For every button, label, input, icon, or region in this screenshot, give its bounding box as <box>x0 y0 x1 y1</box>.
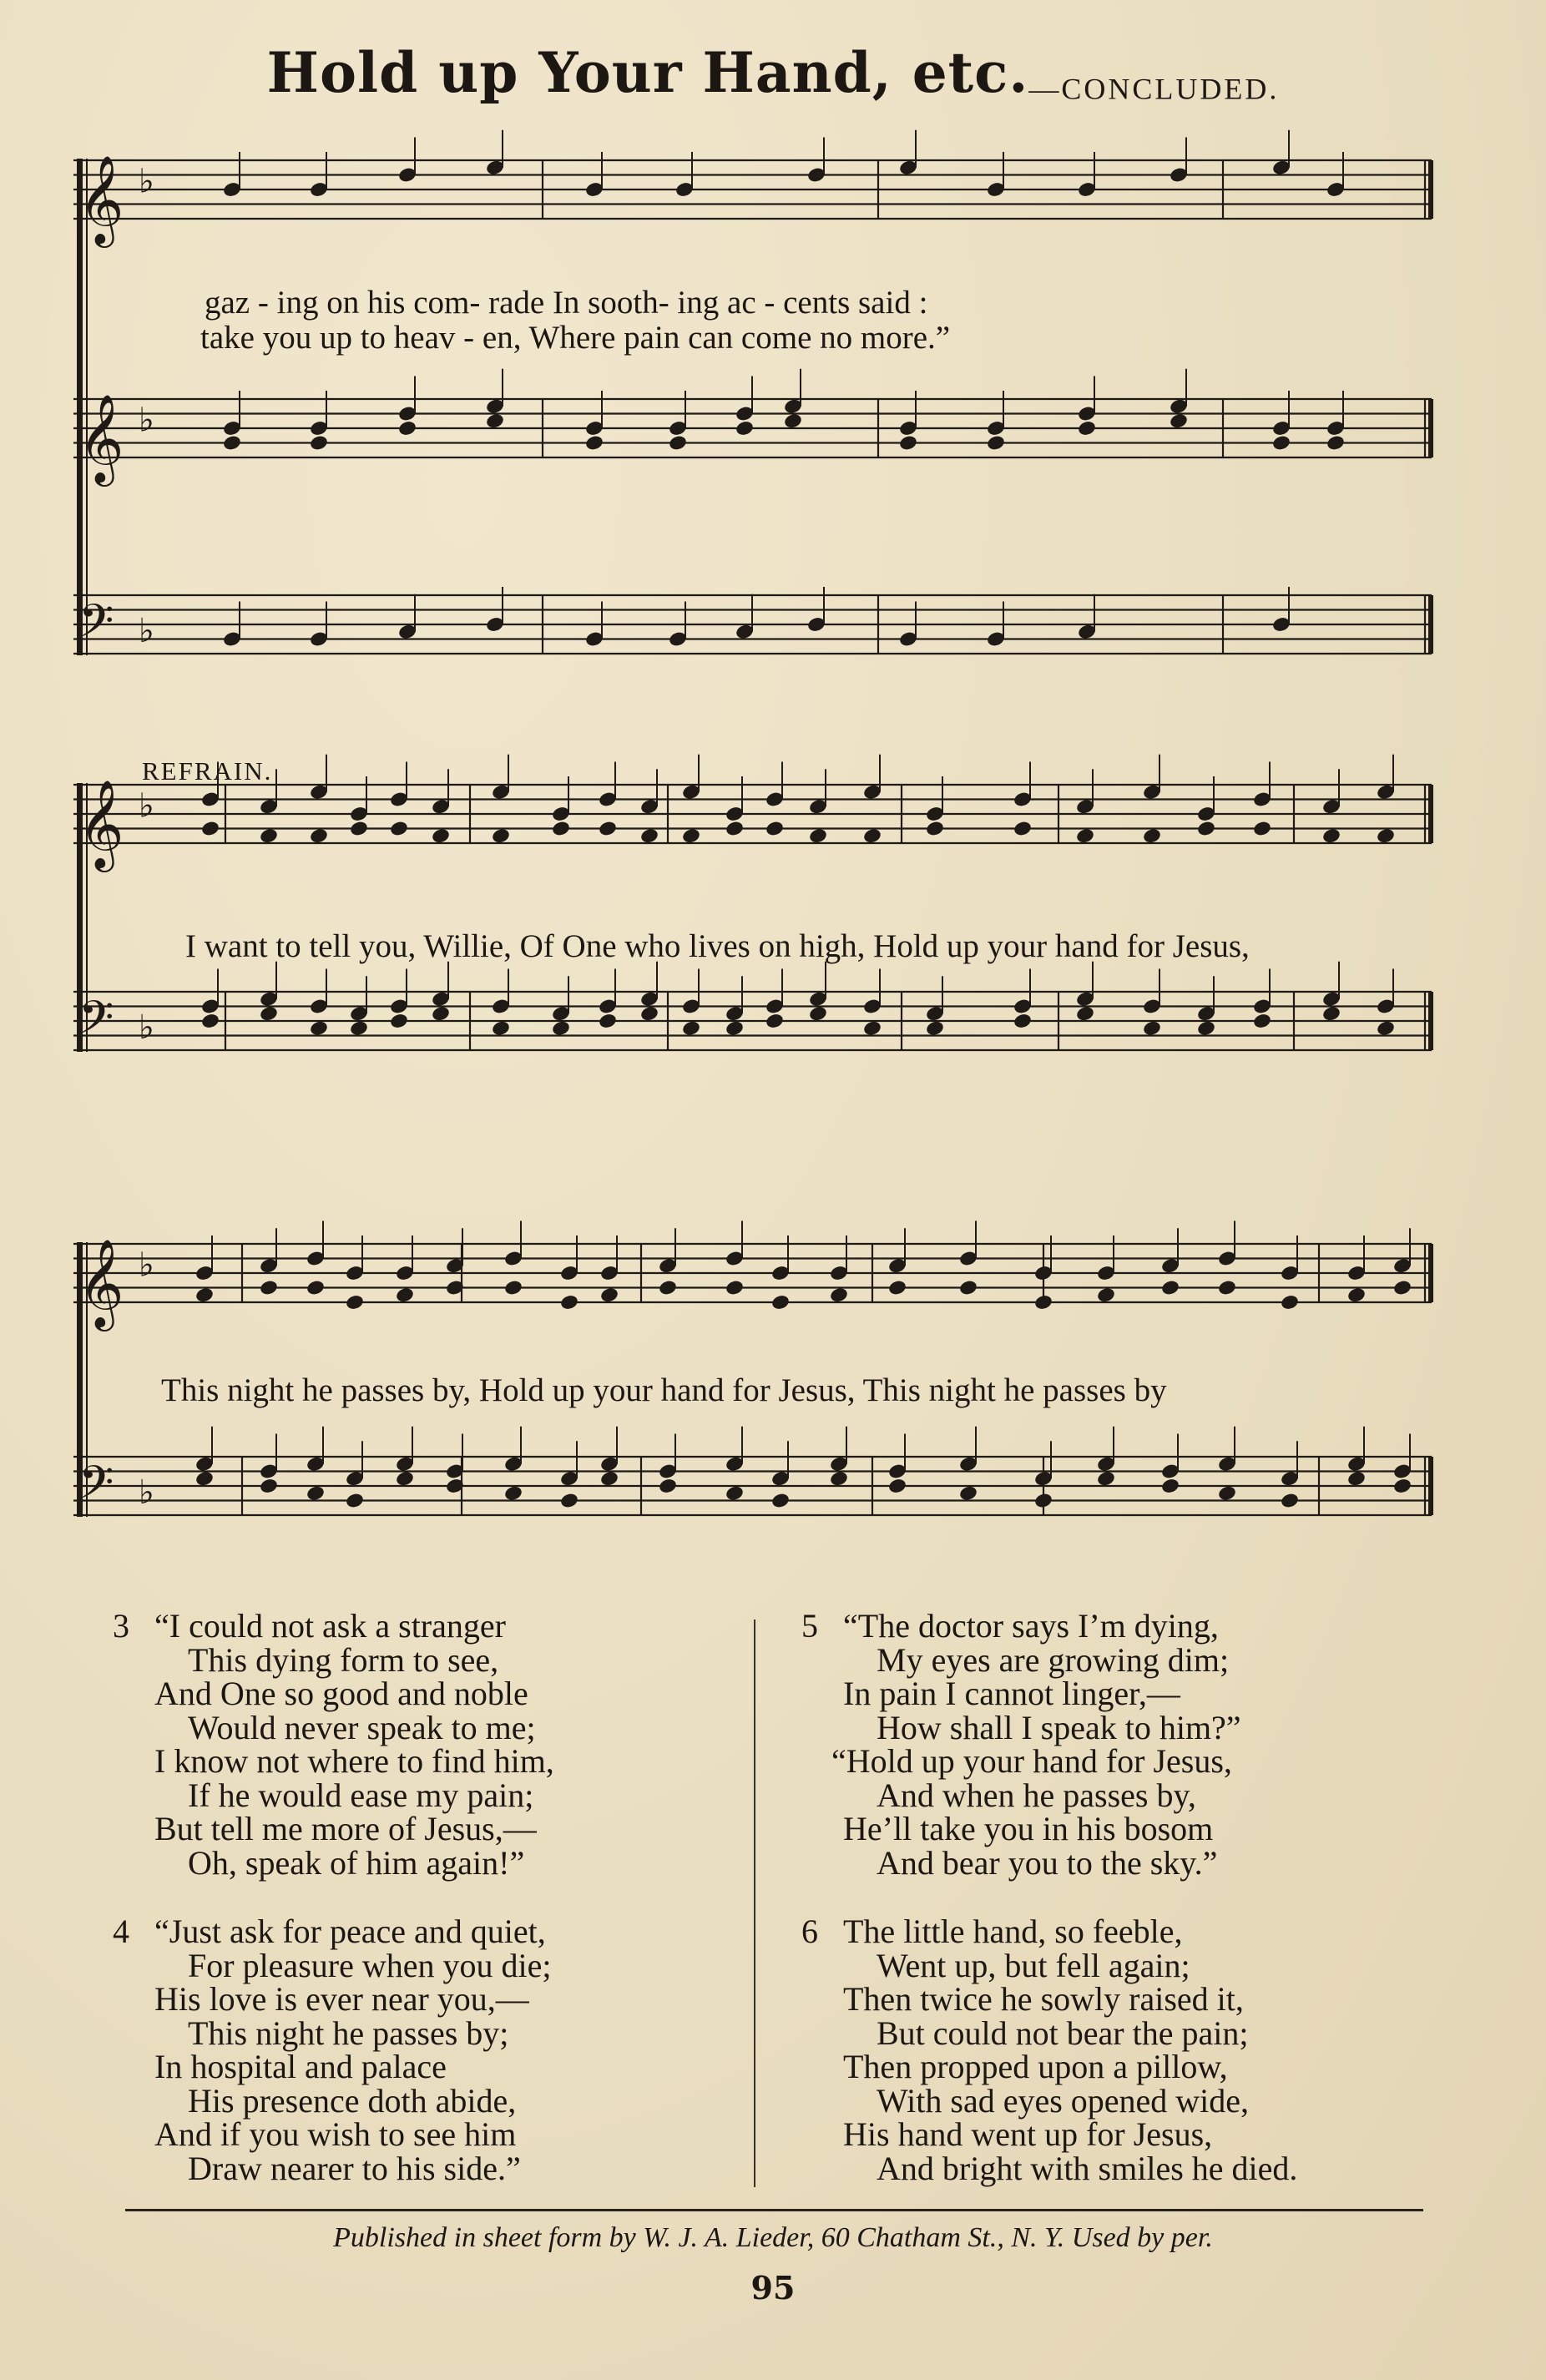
note-head <box>599 1470 619 1488</box>
note-head <box>1346 1470 1367 1488</box>
final-bar <box>1428 595 1433 654</box>
verse-line: I know not where to find him, <box>154 1742 554 1780</box>
note-head <box>958 1279 978 1296</box>
note-head <box>503 1484 523 1502</box>
note-head <box>1077 420 1097 437</box>
note-head <box>658 1279 678 1296</box>
note-head <box>1096 1470 1116 1488</box>
note-head <box>783 412 803 430</box>
verse-line: In pain I cannot linger,— <box>843 1675 1180 1712</box>
verse-line: And when he passes by, <box>877 1776 1196 1814</box>
note-head <box>395 1470 415 1488</box>
verse-5 <box>801 1607 1241 1882</box>
note-head <box>491 827 511 845</box>
verse-line: His presence doth abide, <box>188 2081 517 2120</box>
note-head <box>389 820 409 837</box>
note-head <box>1096 1286 1116 1304</box>
note-head <box>1392 1478 1412 1495</box>
note-head <box>200 820 220 837</box>
verse-line: His love is ever near you,— <box>154 1980 529 2018</box>
note-head <box>306 1484 326 1502</box>
note-head <box>887 1478 907 1495</box>
bass-clef-icon: 𝄢 <box>78 991 114 1055</box>
note-head <box>1280 1492 1300 1509</box>
note-head <box>1160 1478 1180 1495</box>
note-head <box>1217 1279 1237 1296</box>
note-head <box>551 820 571 837</box>
note-head <box>431 1005 451 1023</box>
note-head <box>200 1013 220 1030</box>
note-head <box>584 434 604 452</box>
hymn-title: Hold up Your Hand, etc. <box>266 40 1029 105</box>
verse-line: In hospital and palace <box>154 2048 447 2085</box>
verse-6 <box>801 1913 1298 2187</box>
note-head <box>639 827 659 845</box>
flat-icon: ♭ <box>139 612 154 650</box>
note-head <box>551 1019 571 1037</box>
final-bar <box>1428 399 1433 457</box>
note-head <box>491 1019 511 1037</box>
verse-line: “Just ask for peace and quiet, <box>154 1913 546 1950</box>
note-head <box>1326 434 1346 452</box>
note-head <box>395 1286 415 1304</box>
note-head <box>1280 1294 1300 1311</box>
page-number: 95 <box>750 2269 796 2307</box>
note-head <box>1217 1484 1237 1502</box>
verse-line: His hand went up for Jesus, <box>843 2115 1213 2153</box>
verse-line: And One so good and noble <box>154 1675 528 1712</box>
note-head <box>862 1019 882 1037</box>
note-head <box>1142 827 1162 845</box>
note-head <box>598 820 618 837</box>
note-head <box>259 1279 279 1296</box>
note-head <box>599 1286 619 1304</box>
flat-icon: ♭ <box>139 786 154 826</box>
note-head <box>1376 1019 1396 1037</box>
treble-clef-icon: 𝄞 <box>78 154 124 244</box>
verse-number: 3 <box>113 1607 129 1645</box>
note-head <box>1271 434 1291 452</box>
verse-line: And bright with smiles he died. <box>877 2149 1298 2187</box>
final-bar <box>1428 785 1433 843</box>
note-head <box>598 1013 618 1030</box>
note-head <box>958 1484 978 1502</box>
note-head <box>1252 1013 1272 1030</box>
footer-rule <box>125 2209 1423 2211</box>
verse-line: My eyes are growing dim; <box>877 1640 1230 1679</box>
verse-number: 4 <box>113 1913 129 1950</box>
note-head <box>259 1005 279 1023</box>
note-head <box>195 1470 215 1488</box>
note-head <box>559 1492 579 1509</box>
note-head <box>765 1013 785 1030</box>
verse-line: Would never speak to me; <box>188 1708 536 1746</box>
note-head <box>559 1294 579 1311</box>
note-head <box>770 1294 791 1311</box>
verse-line: He’ll take you in his bosom <box>843 1810 1214 1847</box>
verse-line: This night he passes by; <box>188 2014 509 2052</box>
note-head <box>1196 820 1216 837</box>
note-head <box>1160 1279 1180 1296</box>
note-head <box>1169 412 1189 430</box>
flat-icon: ♭ <box>139 1008 154 1047</box>
note-head <box>658 1478 678 1495</box>
flat-icon: ♭ <box>139 1473 154 1512</box>
note-head <box>1321 827 1341 845</box>
note-head <box>735 420 755 437</box>
verse-4 <box>113 1913 552 2187</box>
note-head <box>309 1019 329 1037</box>
note-head <box>1392 1279 1412 1296</box>
refrain-label: REFRAIN. <box>142 756 273 786</box>
verse-line: But tell me more of Jesus,— <box>154 1810 537 1847</box>
system2-lyrics: I want to tell you, Willie, Of One who lives on high, Hold up your hand for Jesus, <box>185 928 1250 964</box>
note-head <box>1321 1005 1341 1023</box>
verse-line: “The doctor says I’m dying, <box>843 1607 1219 1645</box>
note-head <box>222 434 242 452</box>
note-head <box>195 1286 215 1304</box>
note-head <box>345 1492 365 1509</box>
note-head <box>668 434 688 452</box>
note-head <box>725 1019 745 1037</box>
publisher-note: Published in sheet form by W. J. A. Lieder, 60 Chatham St., N. Y. Used by per. <box>333 2222 1213 2253</box>
note-head <box>725 1484 745 1502</box>
note-head <box>1075 827 1095 845</box>
note-head <box>925 1019 945 1037</box>
final-bar <box>1428 992 1433 1050</box>
note-head <box>349 820 369 837</box>
system1-lyrics-line2: take you up to heav - en, Where pain can come no more.” <box>200 320 951 356</box>
verse-line: This dying form to see, <box>188 1640 499 1679</box>
treble-clef-icon: 𝄞 <box>78 1238 124 1327</box>
staff-lines <box>73 154 1433 1520</box>
note-head <box>306 1279 326 1296</box>
treble-clef-icon: 𝄞 <box>78 779 124 868</box>
system3-lyrics: This night he passes by, Hold up your hand for Jesus, This night he passes by <box>161 1372 1167 1408</box>
final-bar <box>1428 160 1433 219</box>
bass-clef-icon: 𝄢 <box>78 594 114 659</box>
note-head <box>862 827 882 845</box>
final-bar <box>1428 1457 1433 1515</box>
verse-line: Went up, but fell again; <box>877 1946 1190 1984</box>
verse-line: Oh, speak of him again!” <box>188 1843 525 1882</box>
verse-line: Then propped upon a pillow, <box>843 2048 1228 2085</box>
note-head <box>770 1492 791 1509</box>
note-head <box>503 1279 523 1296</box>
note-head <box>829 1470 849 1488</box>
note-head <box>765 820 785 837</box>
flat-icon: ♭ <box>139 401 154 440</box>
note-head <box>681 1019 701 1037</box>
note-head <box>1376 827 1396 845</box>
verse-line: If he would ease my pain; <box>188 1776 534 1814</box>
final-bar <box>1428 1244 1433 1302</box>
note-head <box>345 1294 365 1311</box>
note-head <box>259 827 279 845</box>
note-head <box>725 1279 745 1296</box>
system1-lyrics-line1: gaz - ing on his com- rade In sooth- ing ac - cents said : <box>205 285 928 321</box>
note-head <box>986 434 1006 452</box>
note-head <box>1033 1492 1053 1509</box>
note-head <box>887 1279 907 1296</box>
verse-line: But could not bear the pain; <box>877 2014 1249 2052</box>
note-head <box>925 820 945 837</box>
verse-line: For pleasure when you die; <box>188 1946 552 1984</box>
note-head <box>681 827 701 845</box>
hymn-title-suffix: —CONCLUDED. <box>1028 72 1280 106</box>
note-head <box>309 827 329 845</box>
verse-line: How shall I speak to him?” <box>877 1708 1241 1746</box>
flat-icon: ♭ <box>139 162 154 201</box>
note-head <box>898 434 918 452</box>
note-head <box>1013 820 1033 837</box>
verse-line: With sad eyes opened wide, <box>877 2081 1250 2120</box>
verse-number: 5 <box>801 1607 818 1645</box>
note-head <box>431 827 451 845</box>
note-head <box>1196 1019 1216 1037</box>
note-head <box>397 420 417 437</box>
flat-icon: ♭ <box>139 1246 154 1285</box>
verse-line: “I could not ask a stranger <box>154 1607 506 1645</box>
verse-line: Draw nearer to his side.” <box>188 2149 521 2187</box>
note-head <box>349 1019 369 1037</box>
verse-line: And bear you to the sky.” <box>877 1843 1218 1882</box>
note-head <box>1075 1005 1095 1023</box>
verse-column-divider <box>754 1620 755 2187</box>
verse-line: Then twice he sowly raised it, <box>843 1980 1244 2018</box>
note-head <box>309 434 329 452</box>
note-head <box>485 412 505 430</box>
note-head <box>725 820 745 837</box>
note-head <box>639 1005 659 1023</box>
note-head <box>829 1286 849 1304</box>
bass-clef-icon: 𝄢 <box>78 1456 114 1520</box>
verse-line: And if you wish to see him <box>154 2115 517 2153</box>
note-head <box>1033 1294 1053 1311</box>
note-head <box>1346 1286 1367 1304</box>
note-head <box>1142 1019 1162 1037</box>
verse-line: “Hold up your hand for Jesus, <box>831 1742 1232 1780</box>
verse-number: 6 <box>801 1913 818 1950</box>
note-head <box>1013 1013 1033 1030</box>
note-head <box>808 827 828 845</box>
note-head <box>1252 820 1272 837</box>
note-head <box>808 1005 828 1023</box>
verse-line: The little hand, so feeble, <box>843 1913 1183 1950</box>
note-head <box>389 1013 409 1030</box>
treble-clef-icon: 𝄞 <box>78 393 124 483</box>
note-head <box>259 1478 279 1495</box>
verse-3 <box>113 1607 554 1882</box>
